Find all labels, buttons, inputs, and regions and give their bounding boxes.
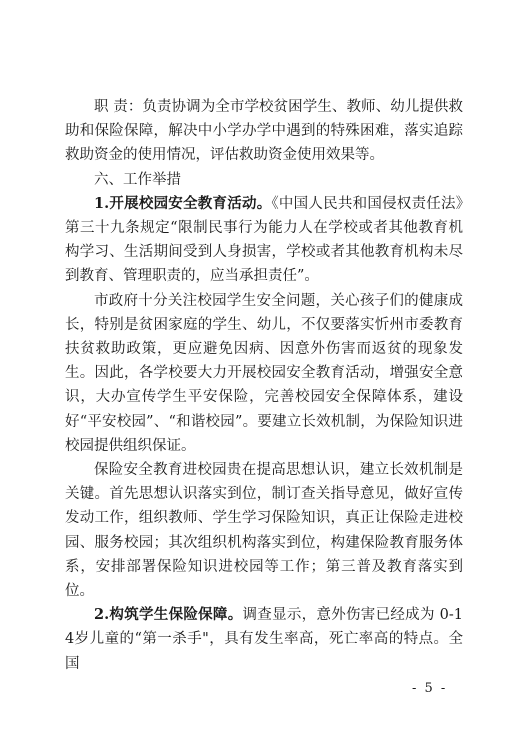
paragraph-measure-1: [65, 192, 463, 289]
page-number: - 5 -: [412, 681, 448, 696]
paragraph-text: 市政府十分关注校园学生安全问题，关心孩子们的健康成长，特别是贫困家庭的学生、幼儿，不仅要落实忻州市委教育扶贫救助政策，更应避免因病、因意外伤害而返贫的现象发生。因此，各学校要大力开展校园安全教育活动，增强安全意识，大办宣传学生平安保险，完善校园安全保障体系，建设好“平安校园”、“和谐校园”。要建立长效机制，为保险知识进校园提供组织保证。: [65, 292, 463, 454]
paragraph-duties: [65, 95, 463, 168]
measure-lead: 1.开展校园安全教育活动。: [94, 194, 272, 212]
paragraph-measure-2: [65, 603, 463, 676]
page-content: [65, 95, 463, 676]
paragraph-safety-concern: [65, 289, 463, 458]
section-heading: [65, 168, 463, 192]
paragraph-text: 《中国人民共和国侵权责任法》第三十九条规定“限制民事行为能力人在学校或者其他教育机构学习、生活期间受到人身损害，学校或者其他教育机构未尽到教育、管理职责的，应当承担责任”。: [65, 195, 463, 285]
measure-lead: 2.构筑学生保险保障。: [94, 606, 243, 624]
paragraph-text: 职 责：负责协调为全市学校贫困学生、教师、幼儿提供救助和保险保障，解决中小学办学中遇到的特殊困难，落实追踪救助资金的使用情况，评估救助资金使用效果等。: [65, 99, 463, 164]
paragraph-text: 调查显示，意外伤害已经成为 0-14岁儿童的“第一杀手"，具有发生率高，死亡率高的特点。全国: [65, 607, 463, 672]
section-heading-text: 六、工作举措: [94, 171, 181, 188]
paragraph-text: 保险安全教育进校园贵在提高思想认识，建立长效机制是关键。首先思想认识落实到位，制订查关指导意见，做好宣传发动工作，组织教师、学生学习保险知识，真正让保险走进校园、服务校园；其次组织机构落实到位，构建保险教育服务体系，安排部署保险知识进校园等工作；第三普及教育落实到位。: [65, 462, 463, 600]
paragraph-insurance-education: [65, 458, 463, 603]
